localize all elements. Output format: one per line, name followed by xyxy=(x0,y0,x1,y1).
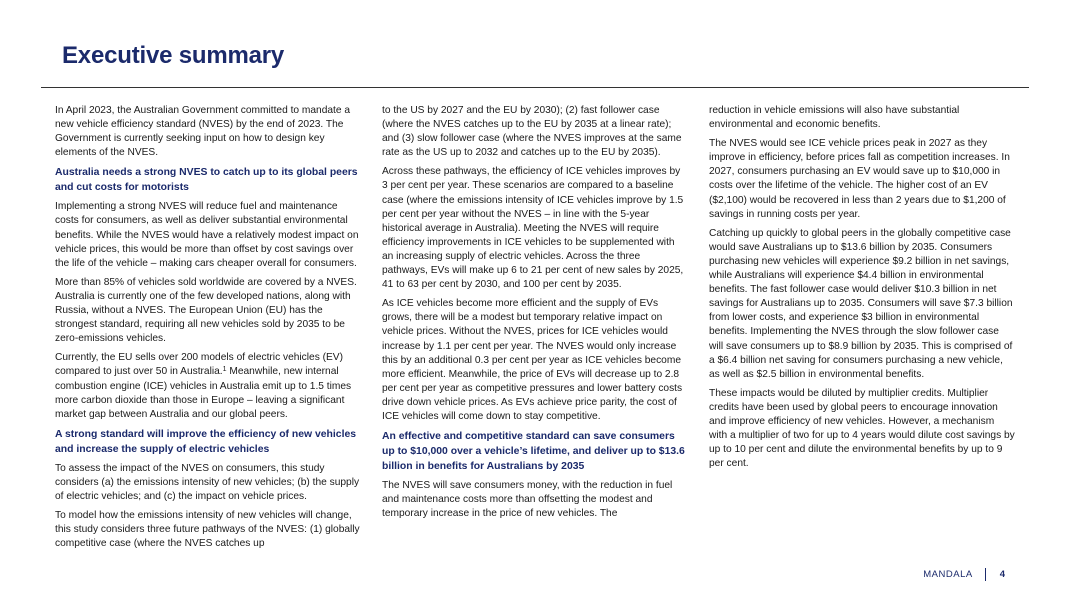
footnote-ref[interactable]: 1 xyxy=(222,366,227,374)
paragraph: To model how the emissions intensity of new vehicles will change, this study considers three future pathways of the NVES: (1) globally competitive case (where the NVES catches up xyxy=(55,510,360,550)
paragraph: As ICE vehicles become more efficient and the supply of EVs grows, there will be a modest but temporary relative impact on vehicle prices. Without the NVES, prices for ICE vehicles would increase by 1.1 per cent per year. The NVES would only increase this by an additional 0.3 per cent per year as ICE vehicles become more efficient. Meanwhile, the price of EVs will decrease up to 2.8 per cent per year as competitive pressures and lower battery costs drive down vehicle prices. As EVs achieve price parity, the cost of ICE vehicles will come down to stay competitive. xyxy=(382,298,683,422)
page-title: Executive summary xyxy=(62,42,285,69)
paragraph-text: Meanwhile, new internal combustion engine (ICE) vehicles in Australia emit up to 1.5 times more carbon dioxide than those in Europe – leaving a significant market gap between Australia and our global peers. xyxy=(55,366,352,420)
paragraph: These impacts would be diluted by multiplier credits. Multiplier credits have been used by global peers to encourage innovation and improve efficiency of new vehicles. However, a mechanism with a multiplier of two for up to 4 years would dilute cost savings by up to 10 per cent and dilute the environmental benefits by up to 9 per cent. xyxy=(709,387,1015,470)
page-footer xyxy=(923,568,1005,581)
page-number: 4 xyxy=(999,569,1005,580)
paragraph-text: Currently, the EU sells over 200 models of electric vehicles (EV) compared to just over 50 in Australia. xyxy=(55,352,343,378)
paragraph: reduction in vehicle emissions will also have substantial environmental and economic benefits. xyxy=(709,105,960,131)
paragraph: Across these pathways, the efficiency of ICE vehicles improves by 3 per cent per year. These scenarios are compared to a baseline case (where the emissions intensity of ICE vehicles improve by 1.5 per cent per year without the NVES – in line with the 5-year historical average in Australia). Meeting the NVES will require efficiency improvements in ICE vehicles to be supplemented with an increasing supply of electric vehicles. Across the three pathways, EVs will make up 6 to 21 per cent of new sales by 2025, 41 to 63 per cent by 2030, and 100 per cent by 2035. xyxy=(382,166,684,291)
paragraph: The NVES would see ICE vehicle prices peak in 2027 as they improve in efficiency, before prices fall as competition increases. In 2027, consumers purchasing an EV would save up to $10,000 in costs over the lifetime of the vehicle. The higher cost of an EV ($2,100) would be recovered in less than 2 years due to $1,200 of savings in running costs per year. xyxy=(709,138,1010,220)
paragraph xyxy=(55,351,361,421)
paragraph: Implementing a strong NVES will reduce fuel and maintenance costs for consumers, as well as deliver substantial environmental benefits. While the NVES would have a relatively modest impact on vehicle prices, this would be more than offset by cost savings over the life of the vehicle – making cars cheaper overall for consumers. xyxy=(55,201,359,269)
column-3 xyxy=(709,104,1015,476)
paragraph: to the US by 2027 and the EU by 2030); (2) fast follower case (where the NVES catches up to the EU by 2035 at a linear rate); and (3) slow follower case (where the NVES improves at the same rate as the US up to 2032 and catches up to the EU by 2035). xyxy=(382,105,682,159)
paragraph: To assess the impact of the NVES on consumers, this study considers (a) the emissions intensity of new vehicles; (b) the supply of electric vehicles; and (c) the impact on vehicle prices. xyxy=(55,462,360,502)
paragraph: In April 2023, the Australian Government committed to mandate a new vehicle efficiency standard (NVES) by the end of 2023. The Government is currently seeking input on how to design key elements of the NVES. xyxy=(55,105,351,159)
footer-divider xyxy=(985,568,986,581)
brand-name: MANDALA xyxy=(923,569,973,580)
column-2 xyxy=(382,104,688,526)
paragraph: The NVES will save consumers money, with the reduction in fuel and maintenance costs more than offsetting the modest and temporary increase in the price of new vehicles. The xyxy=(382,480,673,520)
paragraph: Catching up quickly to global peers in the globally competitive case would save Australians up to $13.6 billion by 2035. Consumers purchasing new vehicles will experience $9.2 billion in net savings, while Australians will experience $4.4 billion in environmental benefits. The fast follower case would deliver $10.3 billion in net savings for Australians up to 2035. Consumers will save $7.3 billion from lower costs, and experience $3 billion in environmental benefits. Implementing the NVES through the slow follower case will save consumers up to $8.9 billion by 2035. This is comprised of a $6.4 billion net saving for consumers purchasing a new vehicle, as well as $2.5 billion in environmental benefits. xyxy=(709,227,1013,380)
section-heading: An effective and competitive standard can save consumers up to $10,000 over a vehicle’s lifetime, and deliver up to $13.6 billion in benefits for Australians by 2035 xyxy=(382,431,685,473)
column-1 xyxy=(55,104,361,556)
section-heading: A strong standard will improve the efficiency of new vehicles and increase the supply of electric vehicles xyxy=(55,428,357,455)
section-heading: Australia needs a strong NVES to catch up to its global peers and cut costs for motorists xyxy=(55,167,358,194)
paragraph: More than 85% of vehicles sold worldwide are covered by a NVES. Australia is currently one of the few developed nations, along with Russia, without a NVES. The European Union (EU) has the strongest standard, requiring all new vehicles sold by 2035 to be zero-emissions vehicles. xyxy=(55,276,357,345)
title-divider xyxy=(41,87,1029,88)
